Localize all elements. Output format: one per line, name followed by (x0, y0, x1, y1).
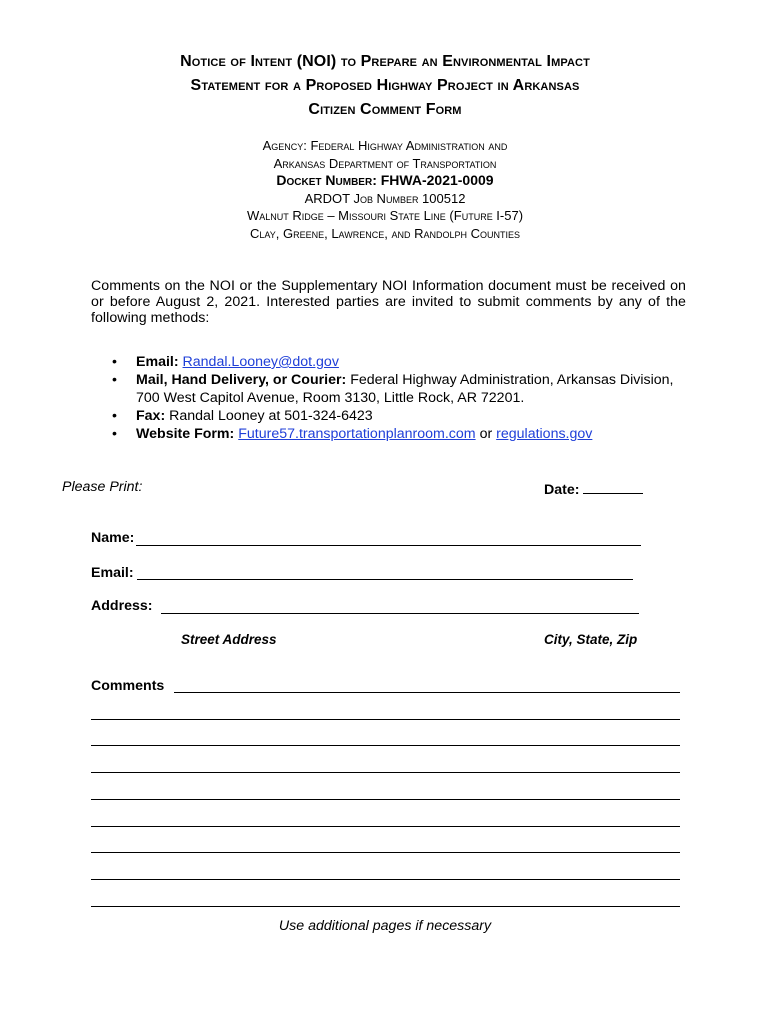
email-input-line[interactable] (137, 579, 633, 580)
address-input-line[interactable] (161, 613, 639, 614)
email-link[interactable]: Randal.Looney@dot.gov (182, 354, 339, 370)
title-line-2: Statement for a Proposed Highway Project in Arkansas (190, 77, 580, 94)
mail-address: Federal Highway Administration, Arkansas Division, 700 West Capitol Avenue, Room 3130, Little Rock, AR 72201. (136, 372, 674, 406)
date-input-line[interactable] (583, 479, 643, 494)
comments-line[interactable] (91, 745, 680, 746)
fax-value: Randal Looney at 501-324-6423 (169, 408, 373, 424)
comments-label: Comments (91, 678, 165, 694)
agency-block (110, 137, 660, 242)
mail-method-label: Mail, Hand Delivery, or Courier: (136, 372, 347, 388)
docket-value: FHWA-2021-0009 (380, 172, 494, 188)
comments-line[interactable] (91, 799, 680, 800)
method-website (108, 425, 678, 443)
bullet-icon: • (112, 354, 117, 370)
comments-input-line[interactable] (174, 692, 680, 693)
agency-line-1: Agency: Federal Highway Administration and (262, 138, 508, 153)
fax-method-label: Fax: (136, 408, 166, 424)
agency-line-2: Arkansas Department of Transportation (273, 155, 497, 171)
website-method-label: Website Form: (136, 426, 235, 442)
bullet-icon: • (112, 426, 117, 442)
docket-number (110, 172, 660, 190)
docket-label: Docket Number: (276, 172, 377, 188)
comments-line[interactable] (91, 772, 680, 773)
method-fax (108, 407, 678, 425)
name-label: Name: (91, 530, 135, 546)
additional-pages-note: Use additional pages if necessary (278, 918, 492, 934)
comments-line[interactable] (91, 879, 680, 880)
method-mail (108, 371, 678, 407)
email-label: Email: (91, 565, 134, 581)
city-state-zip-caption: City, State, Zip (544, 632, 638, 647)
date-label: Date: (544, 482, 580, 498)
address-label: Address: (91, 598, 153, 614)
comments-line[interactable] (91, 826, 680, 827)
title-line-3: Citizen Comment Form (308, 101, 462, 118)
job-number: ARDOT Job Number 100512 (304, 190, 466, 206)
comments-line[interactable] (91, 906, 680, 907)
counties: Clay, Greene, Lawrence, and Randolph Counties (250, 225, 520, 241)
route-name: Walnut Ridge – Missouri State Line (Future I-57) (246, 208, 524, 223)
method-email (108, 353, 678, 371)
bullet-icon: • (112, 372, 117, 388)
comment-methods-list (108, 353, 678, 443)
website-link-future57[interactable]: Future57.transportationplanroom.com (238, 426, 476, 442)
email-method-label: Email: (136, 354, 179, 370)
comments-line[interactable] (91, 852, 680, 853)
please-print-label: Please Print: (62, 479, 143, 495)
website-or: or (479, 426, 493, 442)
bullet-icon: • (112, 408, 117, 424)
date-field (544, 479, 643, 498)
title-line-1: Notice of Intent (NOI) to Prepare an Environmental Impact (180, 53, 590, 70)
intro-paragraph: Comments on the NOI or the Supplementary NOI Information document must be received on or before August 2, 2021. Interested parties are invited to submit comments by any of the following methods: (91, 278, 686, 326)
form-title (60, 50, 710, 122)
comments-line[interactable] (91, 719, 680, 720)
street-address-caption: Street Address (181, 632, 277, 647)
name-input-line[interactable] (136, 545, 641, 546)
website-link-regulations[interactable]: regulations.gov (496, 426, 593, 442)
